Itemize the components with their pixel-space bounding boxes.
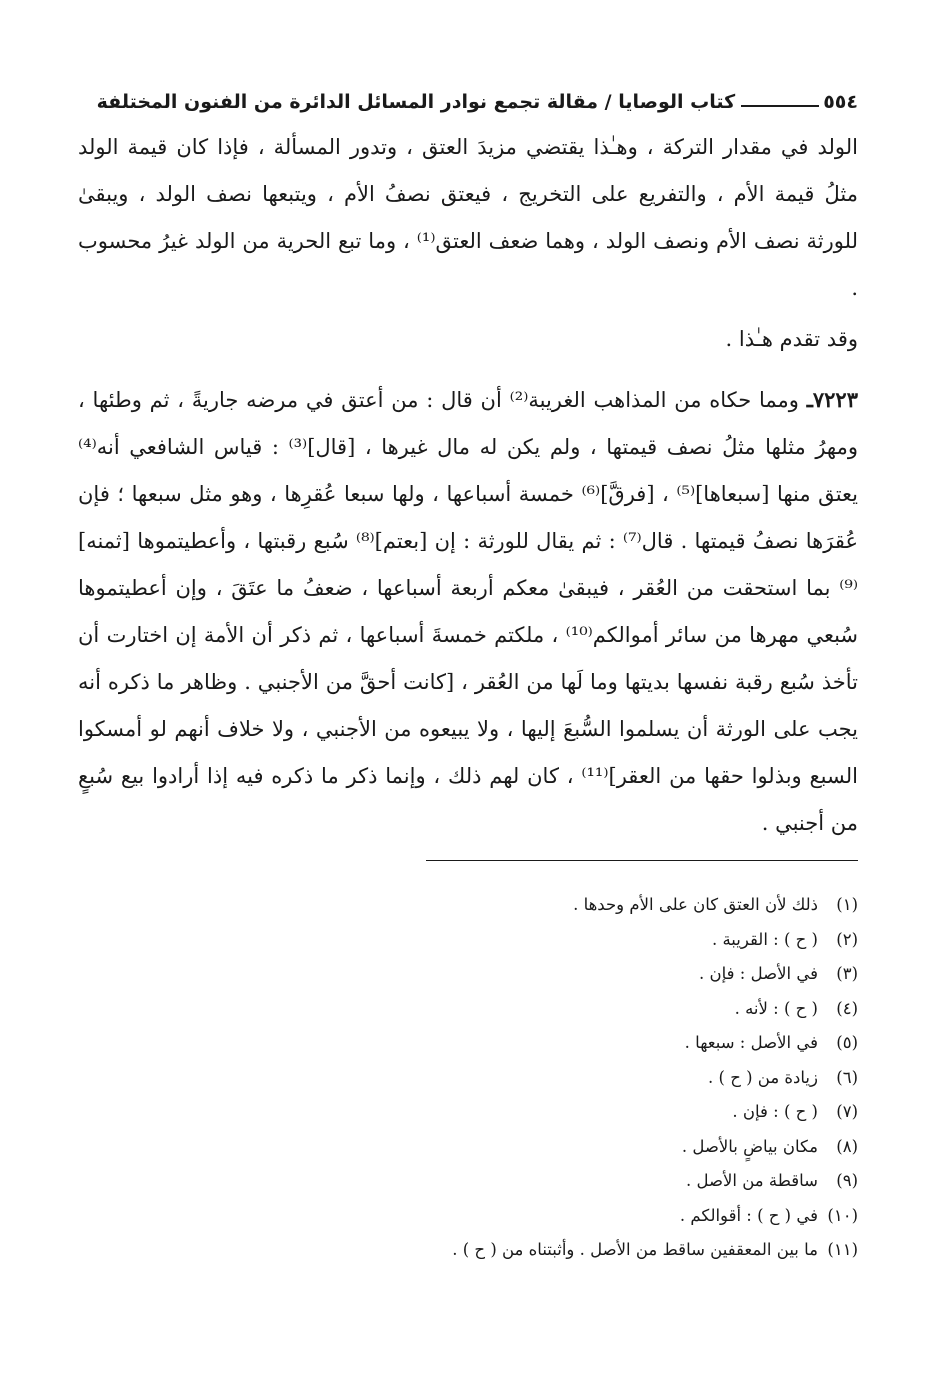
footnote (120, 923, 858, 958)
footnote (120, 1095, 858, 1130)
paragraph: وقد تقدم هـٰذا . (725, 327, 858, 351)
footnote-number: (٥) (836, 1033, 858, 1052)
footnote (120, 992, 858, 1027)
footnote-text: ساقطة من الأصل . (686, 1171, 818, 1190)
paragraph-text: ومما حكاه من المذاهب الغريبة⁽²⁾ أن قال : من أعتق في مرضه جاريةً ، ثم وطئها ، ومهرُ مثلها مثلُ نصف قيمتها ، ولم يكن له مال غيرها ، [قال]⁽³⁾ : قياس الشافعي أنه⁽⁴⁾ يعتق منها [سبعاها]⁽⁵⁾ ، [فرقَّ]⁽⁶⁾ خمسة أسباعها ، ولها سبعا عُقرِها ، وهو مثل سبعها ؛ فإن عُقرَها نصفُ قيمتها . قال⁽⁷⁾ : ثم يقال للورثة : إن [بعتم]⁽⁸⁾ سُبع رقبتها ، وأعطيتموها [ثمنه]⁽⁹⁾ بما استحقت من العُقر ، فيبقىٰ معكم أربعة أسباعها ، ضعفُ ما عتَقَ ، وإن أعطيتموها سُبعي مهرها من سائر أموالكم⁽¹⁰⁾ ، ملكتم خمسةَ أسباعها ، ثم ذكر أن الأمة إن اختارت أن تأخذ سُبع رقبة نفسها بديتها وما لَها من العُقر ، [كانت أحقَّ من الأجنبي . وظاهر ما ذكره أنه يجب على الورثة أن يسلموا السُّبعَ إليها ، ولا يبيعوه من الأجنبي ، ولا خلاف أنهم لو أمسكوا السبع وبذلوا حقها من العقر]⁽¹¹⁾ ، كان لهم ذلك ، وإنما ذكر ما ذكره فيه إذا أرادوا بيع سُبعٍ من أجنبي . (78, 388, 859, 835)
footnote-text: ( ح ) : لأنه . (734, 998, 818, 1018)
footnote-number: (٩) (836, 1171, 858, 1190)
footnote-text: في الأصل : فإن . (699, 964, 818, 983)
footnote-number: (١١) (827, 1240, 858, 1259)
footnotes-list (120, 888, 858, 1268)
footnote (120, 1199, 858, 1234)
footnote-number: (٨) (836, 1136, 858, 1156)
running-header (94, 82, 858, 122)
footnote (120, 957, 858, 992)
footnote-number: (٢) (836, 929, 858, 949)
footnote (120, 1233, 858, 1268)
numbered-paragraph (78, 376, 858, 847)
footnote-text: في ( ح ) : أقوالكم . (679, 1205, 818, 1225)
paragraph-number: ٧٢٢٣ـ (806, 387, 858, 412)
footnote-text: في الأصل : سبعها . (684, 1033, 818, 1052)
footnote-text: ذلك لأن العتق كان على الأم وحدها . (573, 895, 818, 914)
footnote-text: ( ح ) : القريبة . (711, 929, 818, 949)
footnote-text: زيادة من ( ح ) . (708, 1067, 818, 1087)
footnote-number: (٣) (836, 964, 858, 983)
footnote-number: (٤) (836, 998, 858, 1018)
main-text (78, 124, 858, 847)
footnote (120, 1061, 858, 1096)
footnote-separator (426, 860, 858, 861)
header-rule (741, 105, 819, 107)
page-number: ٥٥٤ (823, 91, 858, 113)
footnote-number: (٦) (836, 1067, 858, 1087)
footnote-number: (١) (836, 895, 858, 914)
footnote (120, 1026, 858, 1061)
running-title: كتاب الوصايا / مقالة تجمع نوادر المسائل الدائرة من الفنون المختلفة (96, 91, 736, 113)
footnote (120, 888, 858, 923)
footnote-text: ( ح ) : فإن . (732, 1102, 818, 1121)
footnote-text: مكان بياضٍ بالأصل . (681, 1136, 818, 1156)
footnote-text: ما بين المعقفين ساقط من الأصل . وأثبتناه من ( ح ) . (452, 1240, 818, 1259)
footnote-number: (١٠) (827, 1205, 858, 1225)
footnote (120, 1130, 858, 1165)
footnote-number: (٧) (836, 1102, 858, 1121)
footnote (120, 1164, 858, 1199)
paragraph: الولد في مقدار التركة ، وهـٰذا يقتضي مزيدَ العتق ، وتدور المسألة ، فإذا كان قيمة الولد مثلُ قيمة الأم ، والتفريع على التخريج ، فيعتق نصفُ الأم ، ويتبعها نصف الولد ، ويبقىٰ للورثة نصف الأم ونصف الولد ، وهما ضعف العتق⁽¹⁾ ، وما تبع الحرية من الولد غيرُ محسوب . (78, 135, 858, 300)
